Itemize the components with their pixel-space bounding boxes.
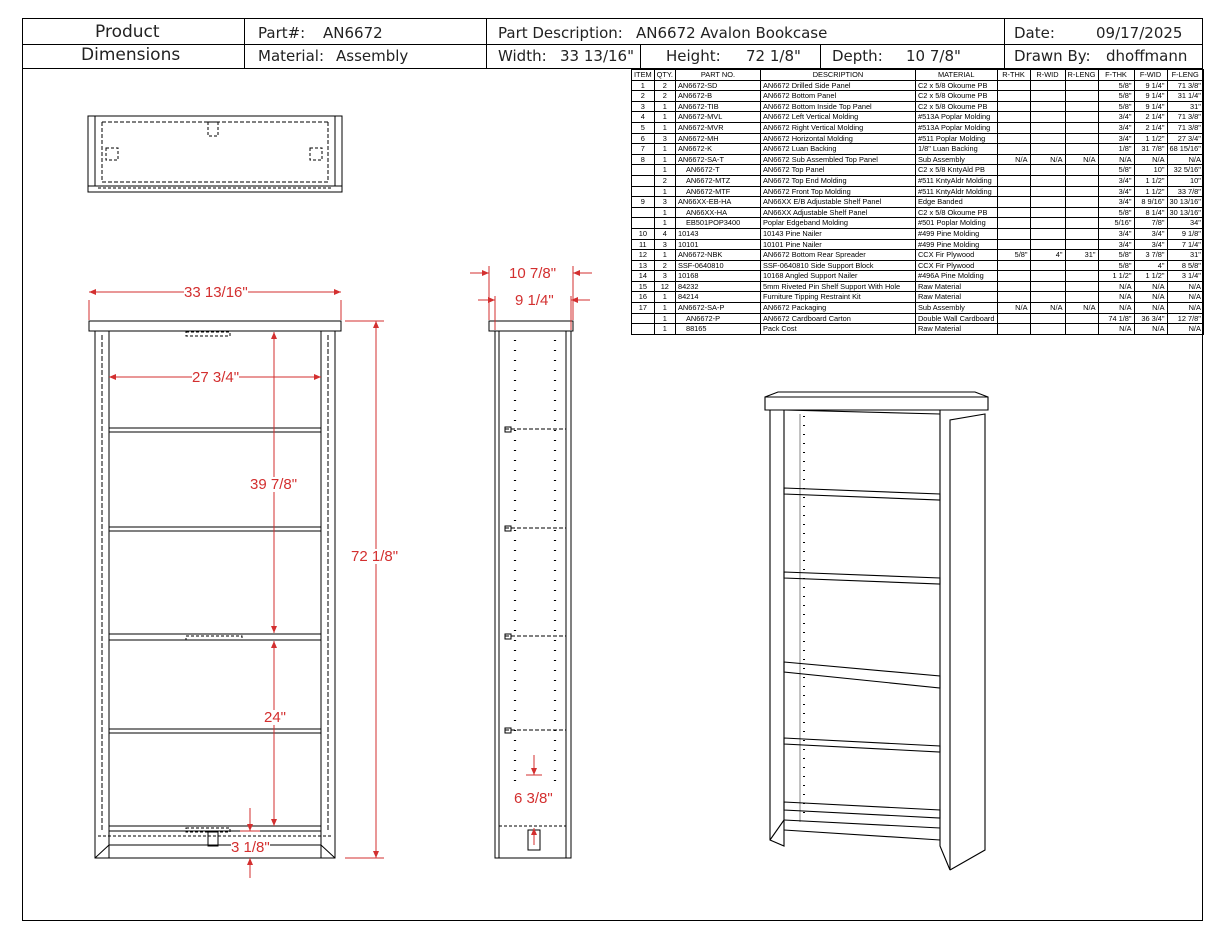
dimension-overall-height: 72 1/8" [351,548,399,565]
bom-cell: 1/8" [1098,144,1134,155]
bom-cell: Raw Material [915,324,997,335]
bom-cell: N/A [1098,292,1134,303]
bom-cell: 15 [632,281,655,292]
bom-cell: 2 [654,91,675,102]
bom-cell: AN6672 Left Vertical Molding [760,112,915,123]
bom-cell: 3 [654,239,675,250]
bom-cell: N/A [1030,154,1065,165]
bom-cell: AN6672 Sub Assembled Top Panel [760,154,915,165]
width-label: Width: [498,47,547,65]
bom-cell: 1 1/2" [1134,186,1167,197]
bom-cell: N/A [997,154,1030,165]
bom-cell: 3 7/8" [1134,250,1167,261]
bom-cell: 10143 Pine Nailer [760,228,915,239]
bom-cell: 1 [654,324,675,335]
depth-value: 10 7/8" [906,47,961,65]
bom-cell: N/A [1098,154,1134,165]
bom-cell: 31" [1065,250,1098,261]
bom-cell: 1 [654,144,675,155]
bom-cell: 10101 [675,239,760,250]
bom-cell: 3/4" [1098,228,1134,239]
bom-cell: SSF-0640810 Side Support Block [760,260,915,271]
bom-cell: 1 [654,112,675,123]
bom-cell: 3 [632,101,655,112]
bom-cell: 10143 [675,228,760,239]
bom-cell: 30 13/16" [1167,207,1203,218]
bom-column-header: ITEM [632,70,655,81]
bom-cell: AN6672 Drilled Side Panel [760,80,915,91]
bom-cell: 12 [654,281,675,292]
bom-cell: 5 [632,122,655,133]
bom-cell: N/A [1167,281,1203,292]
height-label: Height: [666,47,721,65]
bom-cell: 13 [632,260,655,271]
bom-cell: Edge Banded [915,197,997,208]
bom-cell: 1 [654,101,675,112]
bom-cell: 1 1/2" [1134,133,1167,144]
bom-cell: AN6672 Bottom Rear Spreader [760,250,915,261]
bom-cell: N/A [1134,303,1167,314]
bom-cell: 71 3/8" [1167,112,1203,123]
bom-cell: N/A [1167,292,1203,303]
bom-cell: AN6672-SA-P [675,303,760,314]
bom-cell: AN6672 Right Vertical Molding [760,122,915,133]
bom-cell: AN66XX E/B Adjustable Shelf Panel [760,197,915,208]
bom-cell: C2 x 5/8 Okoume PB [915,80,997,91]
bom-cell: AN6672 Bottom Inside Top Panel [760,101,915,112]
bom-cell: 10168 Angled Support Nailer [760,271,915,282]
bom-cell: 12 7/8" [1167,313,1203,324]
bom-cell: 5/16" [1098,218,1134,229]
material-value: Assembly [336,47,409,65]
bom-cell: 8 9/16" [1134,197,1167,208]
bom-cell: C2 x 5/8 Okoume PB [915,101,997,112]
dimension-overall-depth: 10 7/8" [509,265,557,282]
bom-cell: 3 1/4" [1167,271,1203,282]
bom-column-header: R-LENG [1065,70,1098,81]
bom-cell: AN6672 Cardboard Carton [760,313,915,324]
bom-cell: 8 [632,154,655,165]
dimension-base-height: 3 1/8" [231,839,270,856]
bom-cell: 8 1/4" [1134,207,1167,218]
dimension-inner-depth: 9 1/4" [515,292,554,309]
bom-cell: 74 1/8" [1098,313,1134,324]
bom-cell: 3/4" [1098,186,1134,197]
bom-cell: 71 3/8" [1167,122,1203,133]
bom-cell: AN6672-SD [675,80,760,91]
description-value: AN6672 Avalon Bookcase [636,24,828,42]
bom-cell: 2 1/4" [1134,112,1167,123]
bom-cell: AN6672-B [675,91,760,102]
bom-cell: Furniture Tipping Restraint Kit [760,292,915,303]
bom-cell: 3 [654,271,675,282]
bom-cell: N/A [1134,154,1167,165]
bom-cell: 31 1/4" [1167,91,1203,102]
side-view [489,321,573,858]
bom-cell: AN6672-MVL [675,112,760,123]
top-view [88,116,342,192]
bom-cell: N/A [1065,303,1098,314]
bom-cell: #511 Poplar Molding [915,133,997,144]
bom-cell: 3/4" [1098,239,1134,250]
bom-cell: 9 1/4" [1134,101,1167,112]
bom-cell: 3 [654,133,675,144]
bom-cell: 6 [632,133,655,144]
bom-cell: 2 [654,260,675,271]
bom-cell: 3/4" [1098,122,1134,133]
bom-cell: AN6672 Front Top Molding [760,186,915,197]
bom-column-header: PART NO. [675,70,760,81]
bom-cell: #499 Pine Molding [915,228,997,239]
dimension-overall-width: 33 13/16" [184,284,248,301]
bom-cell: 4 [654,228,675,239]
bom-cell: 1 [654,165,675,176]
bom-cell: Raw Material [915,281,997,292]
bom-cell: 5/8" [1098,207,1134,218]
bom-cell: N/A [1167,303,1203,314]
bom-cell: 5/8" [997,250,1030,261]
bom-cell: AN6672-NBK [675,250,760,261]
bom-cell: Poplar Edgeband Molding [760,218,915,229]
width-value: 33 13/16" [560,47,634,65]
bom-cell: 8 5/8" [1167,260,1203,271]
part-value: AN6672 [323,24,383,42]
bom-column-header: R-THK [997,70,1030,81]
bom-cell: 5/8" [1098,250,1134,261]
bom-cell: 1 [654,122,675,133]
bom-cell: AN66XX-HA [675,207,760,218]
bom-cell: 2 [654,175,675,186]
bom-cell: AN6672 Top End Molding [760,175,915,186]
bom-cell: 36 3/4" [1134,313,1167,324]
bom-cell: 16 [632,292,655,303]
bom-cell: 84232 [675,281,760,292]
bom-cell: #511 KntyAldr Molding [915,186,997,197]
bom-cell: #501 Poplar Molding [915,218,997,229]
bom-cell: AN6672-T [675,165,760,176]
drawn-by-label: Drawn By: [1014,47,1091,65]
bom-cell: N/A [1030,303,1065,314]
bom-cell: AN6672-K [675,144,760,155]
bom-cell: 7 1/4" [1167,239,1203,250]
bom-cell: AN6672-P [675,313,760,324]
bom-cell: AN6672 Luan Backing [760,144,915,155]
bom-cell: N/A [1167,154,1203,165]
bom-cell: AN6672 Top Panel [760,165,915,176]
bom-cell: #496A Pine Molding [915,271,997,282]
bom-cell: CCX Fir Plywood [915,260,997,271]
bom-cell: 3 [654,197,675,208]
bom-cell: 32 5/16" [1167,165,1203,176]
title-line-2: Dimensions [81,45,181,65]
bom-cell: 1 1/2" [1098,271,1134,282]
bom-cell: AN6672-MH [675,133,760,144]
bom-cell: 4" [1134,260,1167,271]
bom-cell: 5/8" [1098,165,1134,176]
height-value: 72 1/8" [746,47,801,65]
bom-cell: AN6672-TIB [675,101,760,112]
bom-cell: 1 1/2" [1134,175,1167,186]
bom-cell: 34" [1167,218,1203,229]
bom-cell: 1 [654,303,675,314]
bom-cell: 7 [632,144,655,155]
bom-cell: AN66XX Adjustable Shelf Panel [760,207,915,218]
description-label: Part Description: [498,24,623,42]
drawn-by-value: dhoffmann [1106,47,1188,65]
bom-cell: 14 [632,271,655,282]
bom-cell: C2 x 5/8 Okoume PB [915,207,997,218]
bom-cell: N/A [1134,292,1167,303]
bom-cell: 2 1/4" [1134,122,1167,133]
depth-label: Depth: [832,47,883,65]
bom-cell: 2 [632,91,655,102]
bom-cell: 3/4" [1098,133,1134,144]
bom-column-header: DESCRIPTION [760,70,915,81]
bom-cell: 3/4" [1134,239,1167,250]
bom-cell: Double Wall Cardboard [915,313,997,324]
bom-column-header: F-THK [1098,70,1134,81]
bom-cell: 3/4" [1134,228,1167,239]
bom-cell: N/A [997,303,1030,314]
bom-cell: 71 3/8" [1167,80,1203,91]
bom-cell: #499 Pine Molding [915,239,997,250]
bom-cell: 3/4" [1098,175,1134,186]
bom-cell: 1 [654,186,675,197]
material-label: Material: [258,47,324,65]
bom-cell: 9 1/4" [1134,91,1167,102]
bom-cell: #513A Poplar Molding [915,122,997,133]
bom-cell: 27 3/4" [1167,133,1203,144]
bom-cell: 1/8" Luan Backing [915,144,997,155]
bom-cell: AN6672-MVR [675,122,760,133]
bom-cell: 1 [654,218,675,229]
bom-cell: 1 [654,292,675,303]
bom-cell: 1 [654,313,675,324]
bom-cell: 2 [654,80,675,91]
bom-cell: AN66XX-EB-HA [675,197,760,208]
bom-column-header: QTY. [654,70,675,81]
bom-cell: SSF-0640810 [675,260,760,271]
bom-cell: Raw Material [915,292,997,303]
bom-cell: 68 15/16" [1167,144,1203,155]
bom-cell: CCX Fir Plywood [915,250,997,261]
bom-cell: 5/8" [1098,101,1134,112]
bom-cell: N/A [1134,281,1167,292]
bom-cell: AN6672-MTF [675,186,760,197]
bom-cell: AN6672-MTZ [675,175,760,186]
bom-cell: AN6672 Packaging [760,303,915,314]
bom-cell: 1 [654,250,675,261]
bom-cell: 7/8" [1134,218,1167,229]
bom-column-header: R-WID [1030,70,1065,81]
bom-cell: 88165 [675,324,760,335]
dimension-shelf-gap-upper: 39 7/8" [250,476,298,493]
bom-cell: 10 [632,228,655,239]
bom-cell: 5/8" [1098,91,1134,102]
part-label: Part#: [258,24,306,42]
bom-cell: 9 1/8" [1167,228,1203,239]
bom-cell: 10" [1134,165,1167,176]
bom-cell: C2 x 5/8 KntyAld PB [915,165,997,176]
bom-cell: Pack Cost [760,324,915,335]
bom-cell: 9 [632,197,655,208]
bom-cell: 11 [632,239,655,250]
bom-cell: 4 [632,112,655,123]
bom-cell: N/A [1098,303,1134,314]
bom-cell: 10168 [675,271,760,282]
bom-cell: 5/8" [1098,260,1134,271]
bom-cell: N/A [1065,154,1098,165]
bom-cell: 4" [1030,250,1065,261]
bom-cell: 12 [632,250,655,261]
bom-cell: 33 7/8" [1167,186,1203,197]
dimension-lines [89,266,592,878]
bom-cell: 10101 Pine Nailer [760,239,915,250]
bom-cell: 1 [654,154,675,165]
bom-cell: EB501POP3400 [675,218,760,229]
bom-cell: N/A [1098,281,1134,292]
bom-cell: N/A [1134,324,1167,335]
bom-cell: 31" [1167,250,1203,261]
bom-cell: 30 13/16" [1167,197,1203,208]
bom-cell: 17 [632,303,655,314]
bom-column-header: F-LENG [1167,70,1203,81]
bom-column-header: F-WID [1134,70,1167,81]
isometric-view [765,392,988,870]
bom-cell: AN6672 Horizontal Molding [760,133,915,144]
bom-column-header: MATERIAL [915,70,997,81]
front-view [89,321,341,858]
bom-cell: 5mm Riveted Pin Shelf Support With Hole [760,281,915,292]
bom-cell: 31 7/8" [1134,144,1167,155]
date-label: Date: [1014,24,1055,42]
date-value: 09/17/2025 [1096,24,1183,42]
bom-cell: 1 [654,207,675,218]
bom-cell: 5/8" [1098,80,1134,91]
bom-cell: #511 KntyAldr Molding [915,175,997,186]
dimension-shelf-gap-lower: 24" [264,709,287,726]
bom-cell: N/A [1167,324,1203,335]
bom-cell: Sub Assembly [915,303,997,314]
dimension-inner-width: 27 3/4" [192,369,240,386]
bom-cell: Sub Assembly [915,154,997,165]
bom-cell: 3/4" [1098,197,1134,208]
bom-cell: 10" [1167,175,1203,186]
bom-cell: C2 x 5/8 Okoume PB [915,91,997,102]
dimension-pin-offset: 6 3/8" [514,790,553,807]
bom-cell: 1 [632,80,655,91]
bom-cell: 1 1/2" [1134,271,1167,282]
bom-cell: AN6672 Bottom Panel [760,91,915,102]
bom-cell: #513A Poplar Molding [915,112,997,123]
bom-cell: 31" [1167,101,1203,112]
bom-cell: 3/4" [1098,112,1134,123]
title-line-1: Product [95,22,160,42]
bom-cell: 9 1/4" [1134,80,1167,91]
bom-cell: 84214 [675,292,760,303]
bom-cell: AN6672-SA-T [675,154,760,165]
bom-cell: N/A [1098,324,1134,335]
